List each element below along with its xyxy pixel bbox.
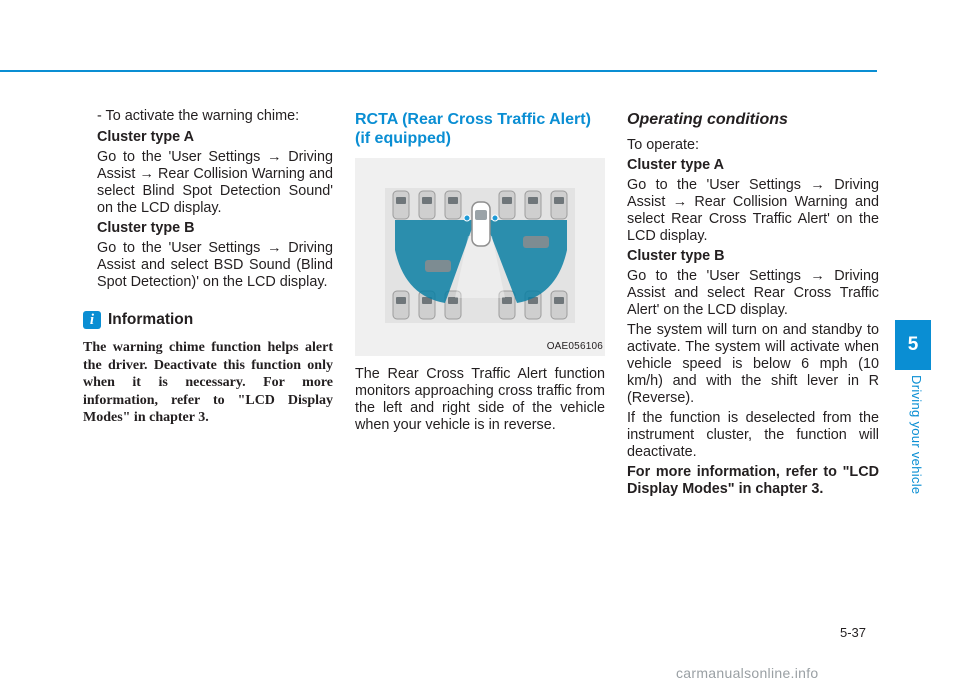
information-heading [83, 311, 333, 329]
operating-conditions-title: Operating conditions [627, 111, 788, 128]
cluster-a-label: Cluster type A [627, 157, 725, 173]
parked-car-top-3-window [502, 197, 512, 204]
section-title-line2: (if equipped) [355, 130, 451, 147]
parked-car-top-5 [551, 191, 567, 219]
parked-car-bottom-5-window [554, 297, 564, 304]
parked-car-bottom-0 [393, 291, 409, 319]
cluster-b-text: Go to the 'User Settings → Driving Assist and select Rear Cross Traffic Alert' on the LCD display. [627, 268, 879, 318]
parking-lot-diagram [355, 158, 605, 356]
section-title [355, 110, 605, 148]
rcta-description: The Rear Cross Traffic Alert function monitors approaching cross traffic from the left and right side of the vehicle when your vehicle is in reverse. [355, 366, 605, 433]
parked-car-bottom-5 [551, 291, 567, 319]
rcta-illustration [355, 158, 605, 356]
parked-car-top-0 [393, 191, 409, 219]
header-rule [0, 70, 877, 72]
right-crossing-car [523, 236, 549, 248]
parked-car-top-4 [525, 191, 541, 219]
cluster-a-text: Go to the 'User Settings → Driving Assist → Rear Collision Warning and select Blind Spot Detection Sound' on the LCD display. [97, 149, 333, 216]
right-radar-sensor [492, 215, 498, 221]
cluster-b-label: Cluster type B [97, 220, 195, 236]
watermark-text: carmanualsonline.info [676, 665, 819, 681]
host-windshield [475, 210, 487, 220]
parked-car-bottom-2-window [448, 297, 458, 304]
information-icon: i [83, 311, 101, 329]
parked-car-bottom-3-window [502, 297, 512, 304]
to-operate: To operate: [627, 137, 700, 153]
left-crossing-car [425, 260, 451, 272]
standby-text: The system will turn on and standby to activate. The system will activate when vehicle speed is below 6 mph (10 km/h) and with the shift lever in R (Reverse). [627, 322, 879, 406]
column-middle [355, 110, 605, 437]
more-info-text: For more information, refer to "LCD Display Modes" in chapter 3. [627, 464, 879, 497]
section-title-line1: RCTA (Rear Cross Traffic Alert) [355, 111, 591, 128]
parked-car-top-4-window [528, 197, 538, 204]
column-left [83, 108, 333, 427]
parked-car-top-1 [419, 191, 435, 219]
page-number: 5-37 [840, 625, 867, 640]
chapter-tab: 5 [895, 320, 931, 370]
figure-code: OAE056106 [546, 341, 603, 352]
parked-car-top-3 [499, 191, 515, 219]
cluster-b-text: Go to the 'User Settings → Driving Assist and select BSD Sound (Blind Spot Detection)' on the LCD display. [97, 240, 333, 290]
deselect-text: If the function is deselected from the instrument cluster, the function will deactivate. [627, 410, 879, 460]
parked-car-top-2 [445, 191, 461, 219]
information-text: The warning chime function helps alert the driver. Deactivate this function only when it is necessary. For more information, refer to "LCD Display Modes" in chapter 3. [83, 340, 333, 425]
parked-car-bottom-0-window [396, 297, 406, 304]
chapter-title: Driving your vehicle [909, 375, 924, 495]
chime-intro: - To activate the warning chime: [97, 108, 300, 124]
left-radar-sensor [464, 215, 470, 221]
cluster-a-text: Go to the 'User Settings → Driving Assist → Rear Collision Warning and select Rear Cross Traffic Alert' on the LCD display. [627, 177, 879, 244]
column-right [627, 110, 879, 501]
parked-car-top-0-window [396, 197, 406, 204]
cluster-a-label: Cluster type A [97, 129, 195, 145]
parked-car-top-2-window [448, 197, 458, 204]
information-title: Information [108, 311, 194, 328]
host-vehicle [472, 202, 490, 246]
parked-car-top-5-window [554, 197, 564, 204]
cluster-b-label: Cluster type B [627, 248, 725, 264]
parked-car-top-1-window [422, 197, 432, 204]
